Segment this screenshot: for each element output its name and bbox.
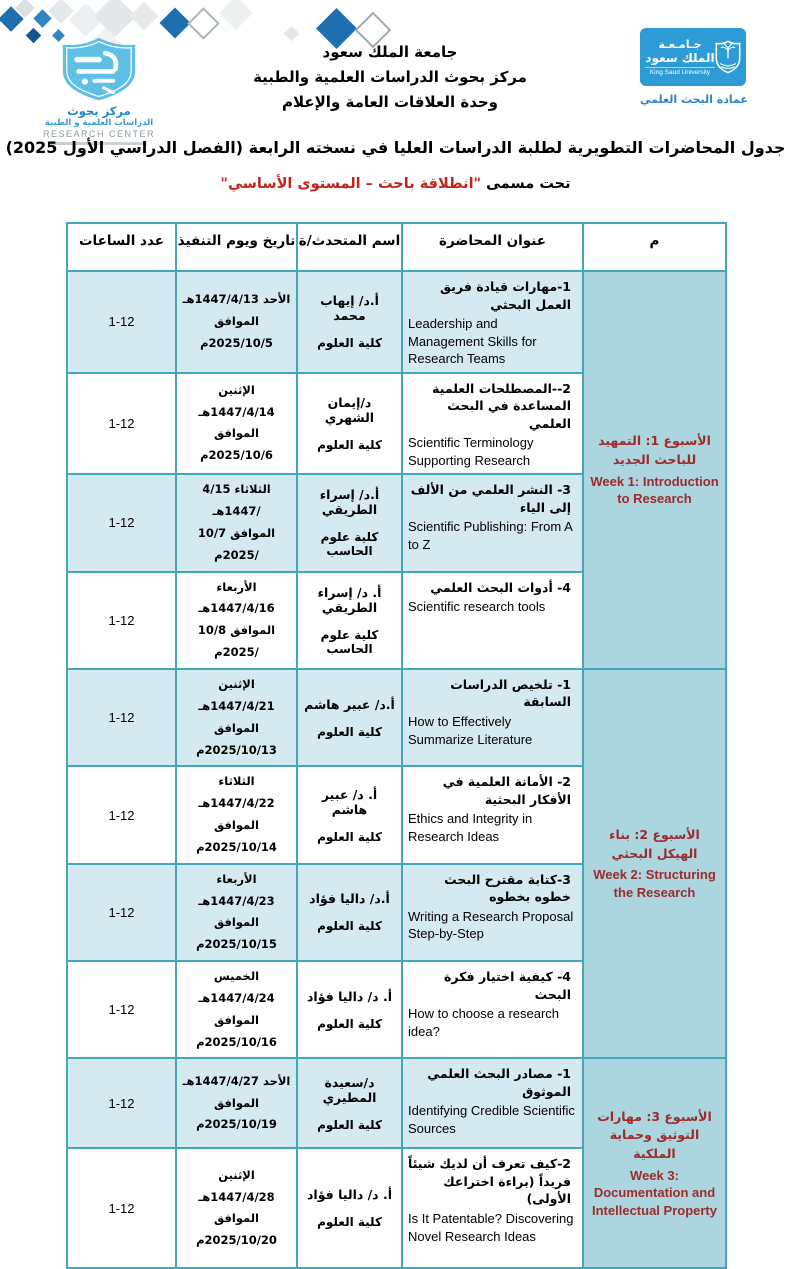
hours-cell: 1-12 (67, 864, 176, 961)
speaker-name: أ. د/ داليا فؤاد (307, 1187, 392, 1203)
org-line-unit: وحدة العلاقات العامة والإعلام (282, 92, 498, 111)
speaker-cell (297, 271, 402, 373)
week-label-ar: الأسبوع 3: مهارات التوثيق وحماية الملكية (597, 1108, 712, 1162)
date-cell (176, 766, 297, 863)
table-row (67, 669, 726, 766)
speaker-cell (297, 961, 402, 1058)
lecture-title-cell (402, 1058, 583, 1148)
lecture-title-ar: 2- الأمانة العلمية في الأفكار البحثية (442, 774, 571, 807)
hours-cell: 1-12 (67, 474, 176, 571)
lecture-title-cell (402, 474, 583, 571)
hours-cell: 1-12 (67, 373, 176, 475)
date-gregorian: الموافق 2025/10/6م (200, 426, 273, 463)
page-title: جدول المحاضرات التطويرية لطلبة الدراسات العليا في نسخته الرابعة (الفصل الدراسي الأول 2025) (5, 138, 786, 157)
col-header-speaker: اسم المتحدث/ة (297, 223, 402, 271)
col-header-lecture-title: عنوان المحاضرة (402, 223, 583, 271)
week-label-ar: الأسبوع 1: التمهيد للباحث الجديد (598, 433, 711, 467)
date-gregorian: الموافق 2025/10/14م (196, 818, 277, 854)
rc-logo-subtitle: الدراسات العلمية و الطبية (44, 118, 154, 128)
date-cell (176, 474, 297, 571)
speaker-college: كلية العلوم (317, 1016, 382, 1031)
speaker-name: أ.د/ عبير هاشم (304, 696, 395, 712)
table-row (67, 271, 726, 373)
hours-cell: 1-12 (67, 766, 176, 863)
speaker-college: كلية علوم الحاسب (320, 530, 379, 559)
date-hijri: الإثنين 1447/4/28هـ (198, 1167, 275, 1204)
lecture-title-ar: 1- مصادر البحث العلمي الموثوق (427, 1066, 571, 1099)
speaker-college: كلية العلوم (317, 919, 382, 934)
lecture-title-en: Leadership and Management Skills for Research Teams (408, 316, 537, 367)
speaker-name: د/سعيدة المطيري (322, 1074, 377, 1105)
date-hijri: الأربعاء 1447/4/23هـ (198, 871, 275, 908)
speaker-name: د/إيمان الشهري (324, 394, 375, 425)
date-gregorian: الموافق 2025/10/13م (196, 720, 277, 757)
lecture-title-ar: 1- تلخيص الدراسات السابقة (450, 676, 571, 710)
diamond-decoration (284, 26, 300, 42)
date-hijri: الثلاثاء 1447/4/22هـ (198, 774, 275, 811)
date-cell (176, 271, 297, 373)
col-header-hours: عدد الساعات (67, 223, 176, 271)
date-cell (176, 669, 297, 766)
diamond-decoration (130, 2, 158, 30)
date-gregorian: الموافق 2025/10/16م (196, 1012, 277, 1049)
week-label-en: Week 1: Introduction to Research (590, 473, 719, 507)
hours-cell: 1-12 (67, 271, 176, 373)
col-header-date: تاريخ ويوم التنفيذ (176, 223, 297, 271)
speaker-cell (297, 1148, 402, 1268)
speaker-cell (297, 1058, 402, 1148)
lecture-title-en: How to choose a research idea? (408, 1006, 560, 1039)
lecture-title-en: Scientific research tools (408, 599, 546, 615)
date-gregorian: الموافق 2025/10/15م (196, 915, 277, 952)
lecture-title-en: Is It Patentable? Discovering Novel Research Ideas (408, 1210, 574, 1244)
hours-cell: 1-12 (67, 961, 176, 1058)
lecture-title-cell (402, 961, 583, 1058)
week-label-ar: الأسبوع 2: بناء الهيكل البحثي (609, 826, 700, 861)
schedule-table-container (66, 222, 725, 1269)
lecture-title-en: How to Effectively Summarize Literature (408, 713, 533, 747)
speaker-college: كلية العلوم (317, 336, 382, 351)
lecture-title-cell (402, 864, 583, 961)
lecture-title-ar: 1-مهارات قيادة فريق العمل البحثي (439, 279, 571, 312)
date-gregorian: الموافق 10/8 /2025م (197, 623, 276, 660)
speaker-college: كلية العلوم (317, 829, 382, 844)
speaker-college: كلية العلوم (317, 724, 382, 739)
lecture-schedule-table (66, 222, 727, 1269)
ksu-logo (640, 28, 748, 106)
org-header-text (190, 40, 590, 114)
lecture-title-ar: 4- كيفية اختيار فكرة البحث (444, 969, 571, 1002)
date-cell (176, 572, 297, 669)
date-hijri: الأحد 1447/4/27هـ (182, 1073, 291, 1088)
date-gregorian: الموافق 10/7 /2025م (197, 525, 276, 562)
diamond-decoration (187, 7, 220, 40)
week-3-group-cell (583, 1058, 726, 1268)
lecture-title-ar: 3-كتابة مقترح البحث خطوه بخطوه (444, 871, 571, 905)
speaker-cell (297, 474, 402, 571)
date-cell (176, 373, 297, 475)
date-cell (176, 864, 297, 961)
lecture-title-cell (402, 271, 583, 373)
date-gregorian: الموافق 2025/10/5م (200, 313, 273, 350)
lecture-title-en: Identifying Credible Scientific Sources (408, 1103, 575, 1137)
date-cell (176, 1148, 297, 1268)
lecture-title-en: Scientific Publishing: From A to Z (408, 519, 573, 552)
lecture-title-cell (402, 373, 583, 475)
col-header-number: م (583, 223, 726, 271)
research-center-logo (14, 36, 184, 145)
lecture-title-cell (402, 1148, 583, 1268)
lecture-title-cell (402, 572, 583, 669)
rc-logo-title: مركز بحوث (67, 104, 131, 118)
lecture-title-ar: 4- أدوات البحث العلمي (430, 579, 571, 595)
page-subtitle (0, 176, 791, 192)
table-header-row (67, 223, 726, 271)
ksu-logo-line1: جـامـعـة (658, 38, 702, 51)
speaker-college: كلية العلوم (317, 1215, 382, 1230)
lecture-title-cell (402, 766, 583, 863)
speaker-name: أ. د/ داليا فؤاد (307, 988, 392, 1004)
hours-cell: 1-12 (67, 1058, 176, 1148)
date-hijri: الإثنين 1447/4/21هـ (198, 676, 275, 713)
date-hijri: الخميس 1447/4/24هـ (198, 969, 275, 1005)
diamond-decoration (219, 0, 253, 30)
speaker-college: كلية العلوم (317, 437, 382, 452)
speaker-cell (297, 373, 402, 475)
org-line-university: جامعة الملك سعود (322, 43, 458, 61)
hours-cell: 1-12 (67, 669, 176, 766)
date-hijri: الإثنين 1447/4/14هـ (198, 382, 275, 419)
week-label-en: Week 3: Documentation and Intellectual Property (592, 1167, 717, 1218)
hours-cell: 1-12 (67, 1148, 176, 1268)
speaker-cell (297, 766, 402, 863)
date-cell (176, 961, 297, 1058)
lecture-title-en: Writing a Research Proposal Step-by-Step (408, 908, 574, 942)
subtitle-program-name: "انطلاقة باحث – المستوى الأساسي" (220, 176, 482, 192)
date-cell (176, 1058, 297, 1148)
speaker-cell (297, 864, 402, 961)
speaker-name: أ. د/ إسراء الطريقي (317, 584, 382, 615)
rc-logo-en: RESEARCH CENTER (42, 129, 155, 139)
date-hijri: الثلاثاء 4/15 /1447هـ (202, 482, 271, 519)
week-label-en: Week 2: Structuring the Research (593, 867, 716, 900)
speaker-cell (297, 669, 402, 766)
lecture-title-ar: 3- النشر العلمي من الألف إلى الياء (410, 482, 571, 515)
subtitle-prefix: تحت مسمى (481, 176, 571, 192)
lecture-title-en: Scientific Terminology Supporting Research (408, 435, 534, 468)
speaker-name: أ. د/ عبير هاشم (321, 786, 378, 817)
date-gregorian: الموافق 2025/10/19م (196, 1095, 277, 1132)
ksu-logo-text (645, 38, 715, 76)
ksu-logo-box (640, 28, 746, 86)
date-hijri: الأربعاء 1447/4/16هـ (198, 579, 275, 616)
speaker-name: أ.د/ إيهاب محمد (320, 293, 379, 324)
speaker-cell (297, 572, 402, 669)
ksu-deanship-caption: عمادة البحث العلمي (640, 93, 748, 106)
org-line-center: مركز بحوث الدراسات العلمية والطبية (253, 67, 527, 86)
date-hijri: الأحد 1447/4/13هـ (182, 292, 291, 307)
research-center-shield-icon (58, 36, 140, 102)
lecture-title-ar: 2--المصطلحات العلمية المساعدة في البحث العلمي (432, 380, 571, 431)
speaker-name: أ.د/ إسراء الطريقي (319, 487, 380, 518)
ksu-logo-line3: King Saud University (645, 67, 715, 76)
lecture-title-en: Ethics and Integrity in Research Ideas (408, 811, 533, 844)
table-row (67, 1058, 726, 1148)
lecture-title-ar: 2-كيف تعرف أن لديك شيئاً فريداً (براءة اختراعك الأولى) (408, 1156, 571, 1207)
lecture-title-cell (402, 669, 583, 766)
week-1-group-cell (583, 271, 726, 669)
speaker-college: كلية علوم الحاسب (320, 627, 379, 656)
speaker-name: أ.د/ داليا فؤاد (309, 891, 390, 907)
hours-cell: 1-12 (67, 572, 176, 669)
ksu-shield-emblem-icon (715, 33, 741, 81)
ksu-logo-line2: الملك سعود (645, 51, 715, 65)
week-2-group-cell (583, 669, 726, 1059)
date-gregorian: الموافق 2025/10/20م (196, 1211, 277, 1248)
speaker-college: كلية العلوم (317, 1117, 382, 1132)
